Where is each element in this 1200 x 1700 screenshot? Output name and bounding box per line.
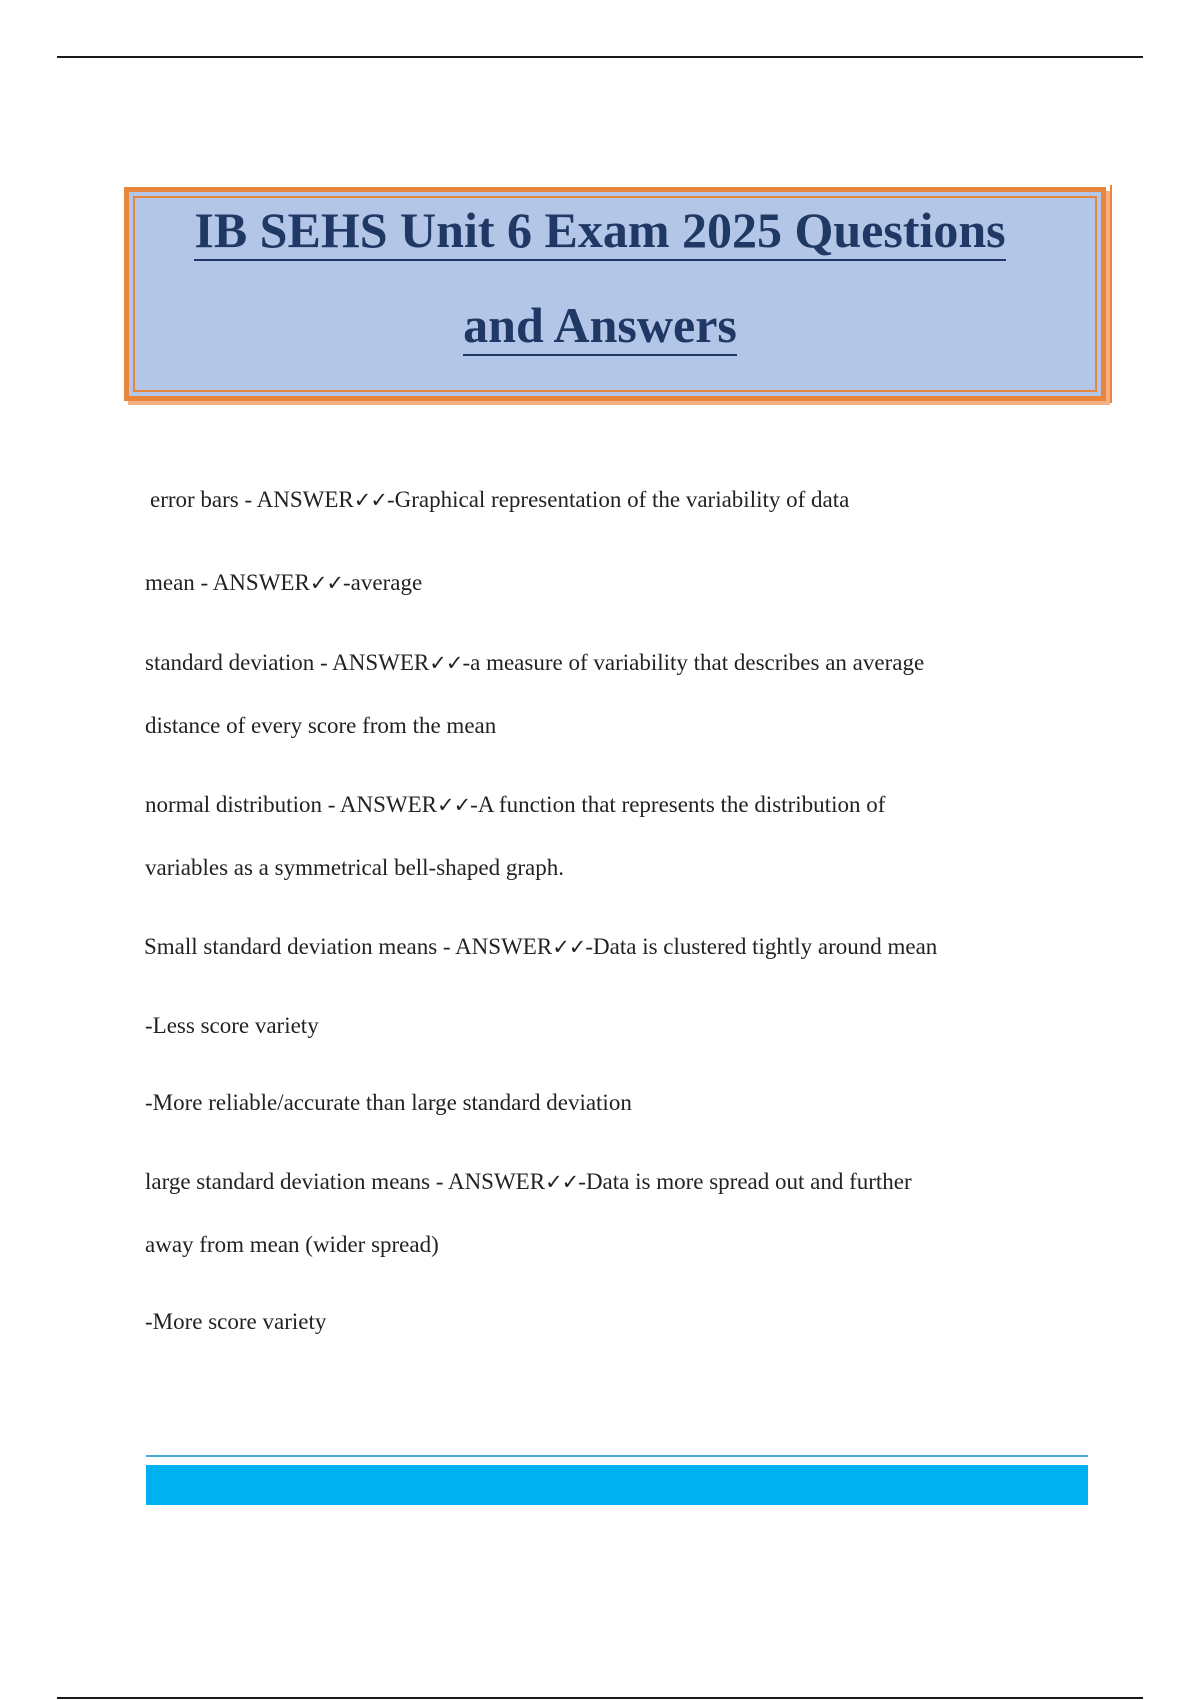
check-icon: ✓✓	[429, 651, 463, 675]
qa-item-standard-deviation	[145, 648, 1085, 678]
qa-item-normal-distribution	[145, 790, 1085, 820]
qa-term: standard deviation - ANSWER	[145, 650, 430, 675]
check-icon: ✓✓	[353, 488, 387, 512]
page-title-line-2: and Answers	[0, 295, 1200, 355]
qa-answer: -A function that represents the distribution of	[470, 792, 886, 817]
qa-term: mean - ANSWER	[145, 570, 310, 595]
qa-answer: -Data is clustered tightly around mean	[585, 934, 938, 959]
qa-answer: -Graphical representation of the variability of data	[386, 487, 850, 512]
qa-answer: -Data is more spread out and further	[578, 1169, 912, 1194]
qa-extra-line: -More score variety	[145, 1309, 327, 1334]
qa-item-mean	[145, 568, 1085, 598]
qa-continuation: variables as a symmetrical bell-shaped graph.	[145, 855, 564, 880]
qa-continuation: away from mean (wider spread)	[145, 1232, 439, 1257]
qa-term: Small standard deviation means - ANSWER	[144, 934, 553, 959]
top-rule	[57, 56, 1143, 58]
footer-divider	[146, 1455, 1088, 1457]
qa-extra-line: -Less score variety	[145, 1013, 319, 1038]
qa-term: normal distribution - ANSWER	[145, 792, 437, 817]
qa-answer: -average	[343, 570, 423, 595]
page-title-line-1: IB SEHS Unit 6 Exam 2025 Questions	[0, 200, 1200, 260]
qa-item-small-sd	[144, 932, 1084, 962]
qa-item-error-bars	[150, 485, 1090, 515]
qa-continuation: distance of every score from the mean	[145, 713, 497, 738]
check-icon: ✓✓	[545, 1170, 579, 1194]
check-icon: ✓✓	[309, 571, 344, 595]
bottom-rule	[57, 1697, 1143, 1699]
qa-item-large-sd	[145, 1167, 1085, 1197]
qa-term: error bars - ANSWER	[150, 487, 354, 512]
qa-answer: -a measure of variability that describes an average	[462, 650, 925, 675]
footer-bar	[146, 1465, 1088, 1505]
qa-term: large standard deviation means - ANSWER	[145, 1169, 546, 1194]
check-icon: ✓✓	[436, 793, 471, 817]
qa-extra-line: -More reliable/accurate than large standard deviation	[145, 1090, 632, 1115]
check-icon: ✓✓	[552, 935, 586, 959]
